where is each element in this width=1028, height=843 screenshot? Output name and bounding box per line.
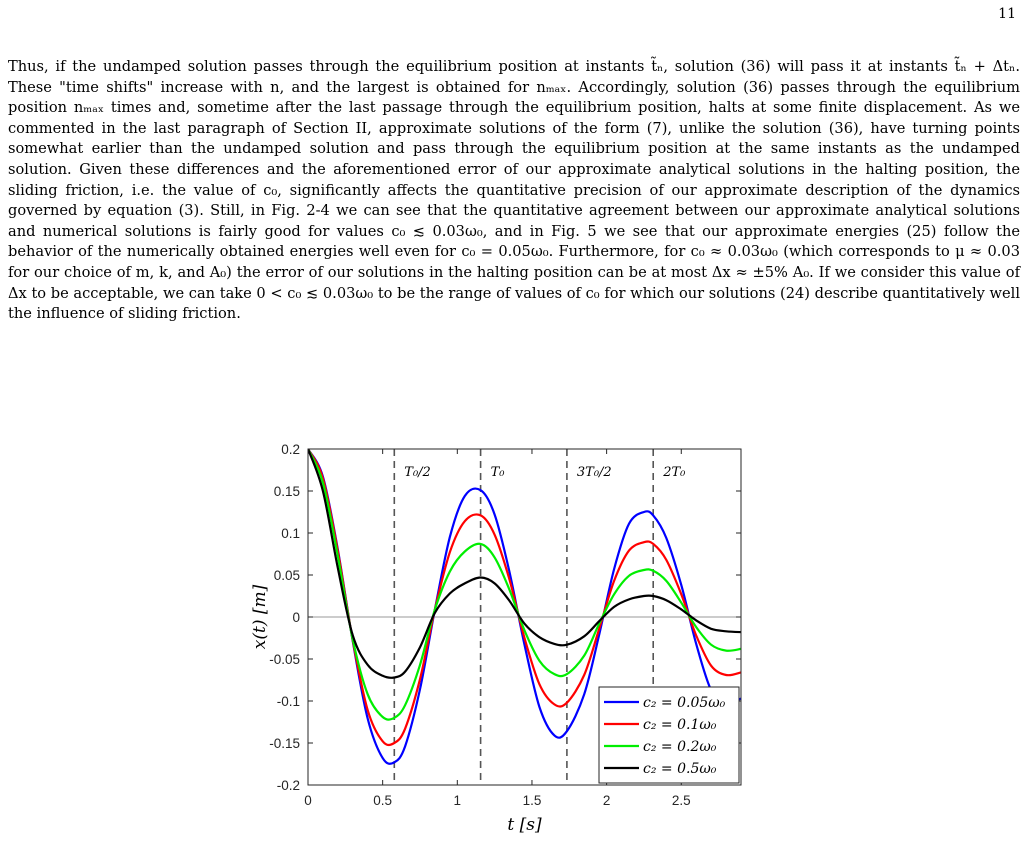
x-tick-label-3: 1.5	[522, 793, 542, 808]
marker-label-3: 2T₀	[663, 465, 686, 480]
y-tick-label-4: 0	[292, 610, 300, 625]
y-tick-label-5: -0.05	[269, 652, 300, 667]
x-tick-label-4: 2	[602, 793, 611, 808]
x-tick-label-5: 2.5	[671, 793, 691, 808]
x-tick-label-0: 0	[304, 793, 312, 808]
legend-label-0: c₂ = 0.05ω₀	[643, 695, 726, 711]
y-tick-label-2: 0.1	[281, 526, 300, 541]
legend-label-1: c₂ = 0.1ω₀	[643, 717, 717, 733]
legend-label-2: c₂ = 0.2ω₀	[643, 739, 717, 755]
y-tick-label-8: -0.2	[276, 778, 300, 793]
y-tick-label-0: 0.2	[281, 442, 300, 457]
marker-label-0: T₀/2	[404, 465, 431, 480]
legend-label-3: c₂ = 0.5ω₀	[643, 761, 717, 777]
y-tick-label-1: 0.15	[273, 484, 300, 499]
x-tick-label-2: 1	[453, 793, 462, 808]
y-tick-label-7: -0.15	[269, 736, 300, 751]
body-paragraph: Thus, if the undamped solution passes through the equilibrium position at instants t̃ₙ, solution (36) will pass it at instants t̃ₙ + Δtₙ. These "time shifts" increase with n, and the largest is obtained for nₘₐₓ. Accordingly, solution (36) passes through the equilibrium position nₘₐₓ times and, sometime after the last passage through the equilibrium position, halts at some finite displacement. As we commented in the last paragraph of Section II, approximate solutions of the form (7), unlike the solution (36), have turning points somewhat earlier than the undamped solution and pass through the equilibrium position at the same instants as the undamped solution. Given these differences and the aforementioned error of our approximate analytical solutions in the halting position, the sliding friction, i.e. the value of c₀, significantly affects the quantitative precision of our approximate description of the dynamics governed by equation (3). Still, in Fig. 2-4 we can see that the quantitative agreement between our approximate analytical solutions and numerical solutions is fairly good for values c₀ ≲ 0.03ω₀, and in Fig. 5 we see that our approximate energies (25) follow the behavior of the numerically obtained energies well even for c₀ = 0.05ω₀. Furthermore, for c₀ ≈ 0.03ω₀ (which corresponds to μ ≈ 0.03 for our choice of m, k, and A₀) the error of our solutions in the halting position can be at most Δx ≈ ±5% A₀. If we consider this value of Δx to be acceptable, we can take 0 < c₀ ≲ 0.03ω₀ to be the range of values of c₀ for which our solutions (24) describe quantitatively well the influence of sliding friction.	[8, 58, 1020, 323]
marker-label-1: T₀	[490, 465, 505, 480]
marker-label-2: 3T₀/2	[576, 465, 612, 480]
page-number: 11	[998, 6, 1016, 22]
x-tick-label-1: 0.5	[373, 793, 393, 808]
y-tick-label-3: 0.05	[273, 568, 300, 583]
x-axis-label: t [s]	[507, 815, 542, 835]
y-axis-label: x(t) [m]	[250, 584, 270, 650]
y-tick-label-6: -0.1	[276, 694, 300, 709]
